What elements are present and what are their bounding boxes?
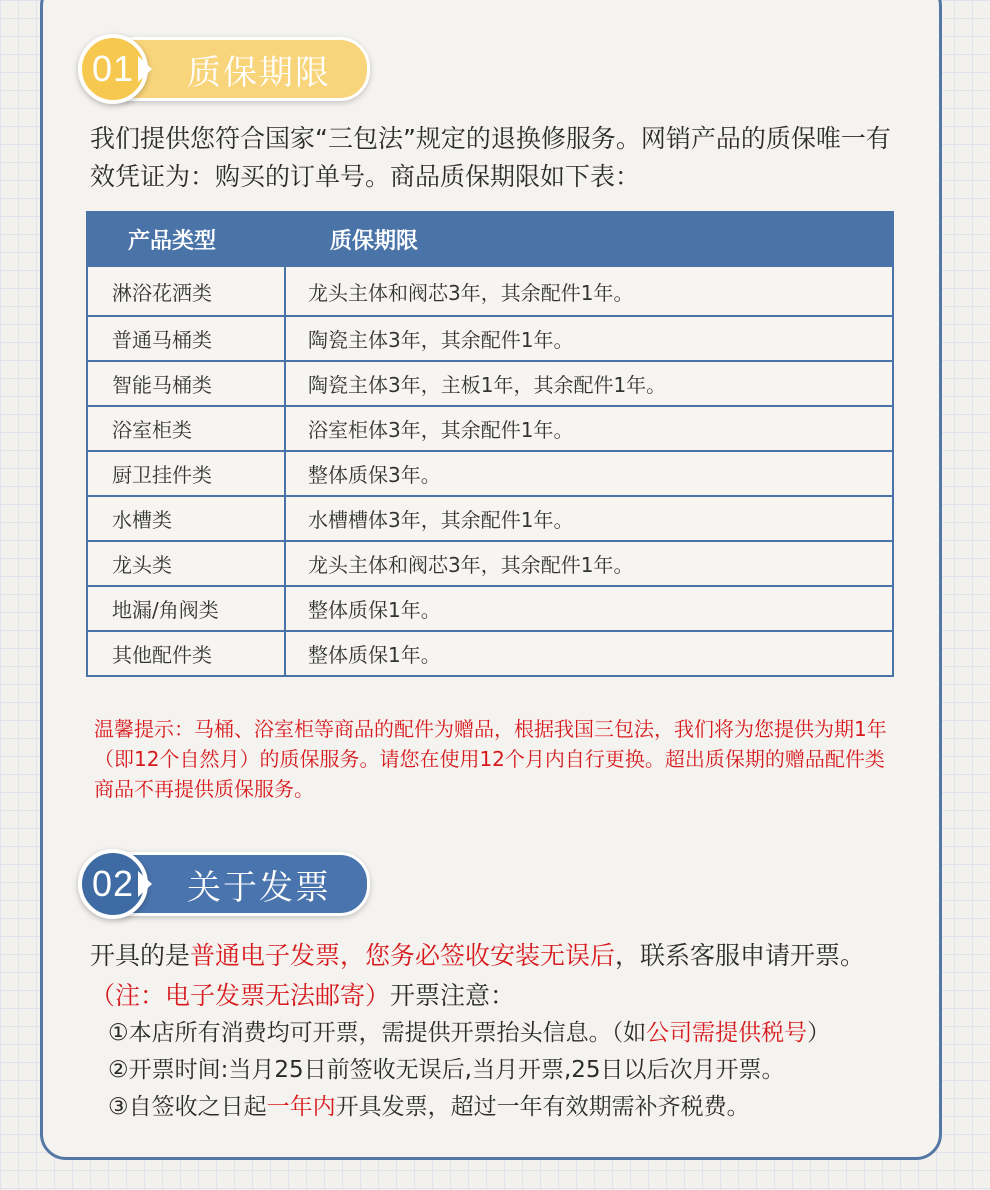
arrow-right-icon xyxy=(138,56,152,82)
invoice-text: ，联系客服申请开票。 xyxy=(615,941,866,970)
warranty-notice: 温馨提示：马桶、浴室柜等商品的配件为赠品，根据我国三包法，我们将为您提供为期1年（即12个自然月）的质保服务。请您在使用12个月内自行更换。超出质保期的赠品配件类商品不再提供质保服务。 xyxy=(94,717,887,801)
warranty-period-cell: 整体质保1年。 xyxy=(285,586,893,631)
list-item: ②开票时间:当月25日前签收无误后,当月开票,25日以后次月开票。 xyxy=(108,1057,785,1083)
warranty-period-cell: 浴室柜体3年，其余配件1年。 xyxy=(285,406,893,451)
list-item xyxy=(108,1015,908,1052)
item-text: ） xyxy=(807,1020,831,1046)
product-type-cell: 其他配件类 xyxy=(87,631,285,676)
invoice-notes-list xyxy=(108,1015,908,1126)
warranty-period-cell: 水槽槽体3年，其余配件1年。 xyxy=(285,496,893,541)
warranty-period-cell: 龙头主体和阀芯3年，其余配件1年。 xyxy=(285,266,893,316)
warranty-period-cell: 整体质保1年。 xyxy=(285,631,893,676)
table-row xyxy=(87,316,893,361)
product-type-cell: 普通马桶类 xyxy=(87,316,285,361)
product-type-cell: 浴室柜类 xyxy=(87,406,285,451)
product-type-cell: 智能马桶类 xyxy=(87,361,285,406)
invoice-highlight: 普通电子发票，您务必签收安装无误后 xyxy=(190,941,616,970)
table-row xyxy=(87,406,893,451)
product-type-cell: 龙头类 xyxy=(87,541,285,586)
table-row xyxy=(87,541,893,586)
table-row xyxy=(87,586,893,631)
product-type-cell: 厨卫挂件类 xyxy=(87,451,285,496)
invoice-highlight: （注：电子发票无法邮寄） xyxy=(90,981,391,1010)
table-row xyxy=(87,451,893,496)
warranty-period-cell: 陶瓷主体3年，主板1年，其余配件1年。 xyxy=(285,361,893,406)
invoice-info xyxy=(90,936,920,1016)
product-type-cell: 淋浴花洒类 xyxy=(87,266,285,316)
invoice-text: 开票注意： xyxy=(390,981,516,1010)
section-badge-invoice xyxy=(78,849,370,919)
warranty-period-cell: 陶瓷主体3年，其余配件1年。 xyxy=(285,316,893,361)
item-text: 开具发票，超过一年有效期需补齐税费。 xyxy=(335,1094,750,1120)
item-text: ③自签收之日起 xyxy=(108,1094,267,1120)
table-header-row xyxy=(87,212,893,266)
section-title: 质保期限 xyxy=(118,37,370,101)
invoice-line-1 xyxy=(90,936,920,976)
warranty-period-cell: 龙头主体和阀芯3年，其余配件1年。 xyxy=(285,541,893,586)
section-badge-warranty xyxy=(78,34,370,104)
item-highlight: 一年内 xyxy=(266,1094,336,1120)
column-header-warranty-period: 质保期限 xyxy=(285,212,893,266)
section-number: 02 xyxy=(78,849,148,919)
warranty-period-cell: 整体质保3年。 xyxy=(285,451,893,496)
warranty-intro: 我们提供您符合国家“三包法”规定的退换修服务。网销产品的质保唯一有效凭证为：购买的订单号。商品质保期限如下表： xyxy=(90,124,891,191)
item-highlight: 公司需提供税号 xyxy=(646,1020,808,1046)
invoice-line-2 xyxy=(90,976,920,1016)
warranty-table xyxy=(86,211,894,677)
list-item xyxy=(108,1089,908,1126)
table-row xyxy=(87,631,893,676)
invoice-text: 开具的是 xyxy=(90,941,191,970)
section-title: 关于发票 xyxy=(118,852,370,916)
product-type-cell: 地漏/角阀类 xyxy=(87,586,285,631)
table-row xyxy=(87,496,893,541)
column-header-product-type: 产品类型 xyxy=(87,212,285,266)
section-number: 01 xyxy=(78,34,148,104)
arrow-right-icon xyxy=(138,871,152,897)
product-type-cell: 水槽类 xyxy=(87,496,285,541)
item-text: ①本店所有消费均可开票，需提供开票抬头信息。（如 xyxy=(108,1020,647,1046)
table-row xyxy=(87,361,893,406)
table-row xyxy=(87,266,893,316)
